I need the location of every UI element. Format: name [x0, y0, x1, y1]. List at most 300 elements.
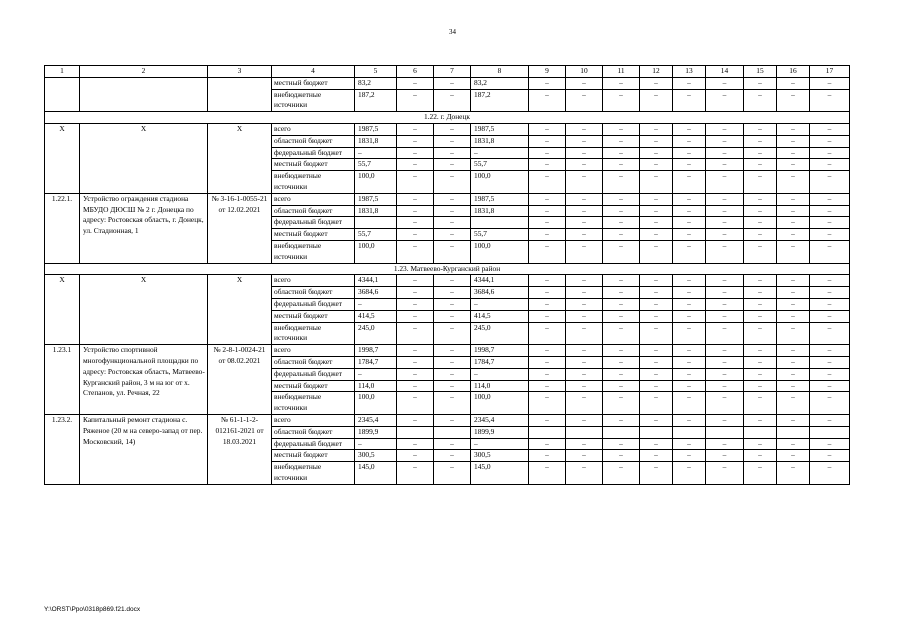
value-cell-col-7: – [434, 275, 471, 287]
column-number-11: 11 [603, 66, 640, 78]
value-cell-col-16: – [777, 229, 810, 241]
value-cell-col-10: – [566, 123, 603, 135]
value-cell-col-8: 100,0 [471, 392, 529, 415]
funding-source-label: местный бюджет [272, 77, 355, 89]
value-cell-col-11: – [603, 77, 640, 89]
value-cell-col-17: – [810, 205, 850, 217]
value-cell-col-5: 100,0 [355, 171, 397, 194]
funding-source-label: областной бюджет [272, 135, 355, 147]
table-row [45, 345, 850, 357]
value-cell-col-16: – [777, 450, 810, 462]
value-cell-col-8: 1831,8 [471, 135, 529, 147]
value-cell-col-16: – [777, 287, 810, 299]
value-cell-col-5: 1784,7 [355, 356, 397, 368]
value-cell-col-9: – [529, 450, 566, 462]
value-cell-col-10: – [566, 275, 603, 287]
value-cell-col-15: – [744, 77, 777, 89]
value-cell-col-7: – [434, 345, 471, 357]
value-cell-col-11: – [603, 392, 640, 415]
value-cell-col-14 [706, 426, 744, 438]
value-cell-col-13: – [673, 356, 706, 368]
footer-file-path: Y:\ORST\Ppo\0318p869.f21.docx [44, 606, 141, 613]
value-cell-col-7: – [434, 171, 471, 194]
cont-empty-cell [80, 77, 208, 111]
value-cell-col-11: – [603, 240, 640, 263]
value-cell-col-10: – [566, 392, 603, 415]
funding-source-label: федеральный бюджет [272, 368, 355, 380]
value-cell-col-9: – [529, 77, 566, 89]
value-cell-col-17: – [810, 159, 850, 171]
value-cell-col-17: – [810, 380, 850, 392]
value-cell-col-15: – [744, 450, 777, 462]
value-cell-col-5: – [355, 147, 397, 159]
value-cell-col-13: – [673, 298, 706, 310]
value-cell-col-13: – [673, 159, 706, 171]
value-cell-col-17: – [810, 229, 850, 241]
column-number-1: 1 [45, 66, 80, 78]
value-cell-col-16: – [777, 77, 810, 89]
value-cell-col-10: – [566, 438, 603, 450]
value-cell-col-5: 145,0 [355, 462, 397, 485]
value-cell-col-6 [397, 426, 434, 438]
value-cell-col-11: – [603, 89, 640, 112]
value-cell-col-9: – [529, 414, 566, 426]
value-cell-col-13: – [673, 205, 706, 217]
value-cell-col-6: – [397, 450, 434, 462]
value-cell-col-12: – [640, 229, 673, 241]
funding-source-label: всего [272, 275, 355, 287]
value-cell-col-9: – [529, 240, 566, 263]
value-cell-col-14: – [706, 298, 744, 310]
value-cell-col-7: – [434, 135, 471, 147]
value-cell-col-10: – [566, 240, 603, 263]
value-cell-col-12: – [640, 438, 673, 450]
column-number-15: 15 [744, 66, 777, 78]
value-cell-col-13: – [673, 414, 706, 426]
value-cell-col-14: – [706, 345, 744, 357]
funding-source-label: всего [272, 193, 355, 205]
funding-source-label: областной бюджет [272, 287, 355, 299]
value-cell-col-8: 1784,7 [471, 356, 529, 368]
value-cell-col-10: – [566, 147, 603, 159]
column-number-12: 12 [640, 66, 673, 78]
section-header-row [45, 112, 850, 124]
value-cell-col-5: 100,0 [355, 392, 397, 415]
value-cell-col-12: – [640, 240, 673, 263]
value-cell-col-12: – [640, 217, 673, 229]
value-cell-col-14: – [706, 310, 744, 322]
value-cell-col-13: – [673, 123, 706, 135]
value-cell-col-6: – [397, 240, 434, 263]
value-cell-col-10: – [566, 171, 603, 194]
value-cell-col-10: – [566, 450, 603, 462]
value-cell-col-5: 1987,5 [355, 193, 397, 205]
value-cell-col-6: – [397, 89, 434, 112]
item-number: 1.23.1 [45, 345, 80, 415]
funding-source-label: федеральный бюджет [272, 298, 355, 310]
funding-source-label: внебюджетные источники [272, 392, 355, 415]
value-cell-col-14: – [706, 77, 744, 89]
value-cell-col-8: 4344,1 [471, 275, 529, 287]
value-cell-col-7: – [434, 462, 471, 485]
value-cell-col-8: 2345,4 [471, 414, 529, 426]
value-cell-col-12: – [640, 380, 673, 392]
value-cell-col-11: – [603, 438, 640, 450]
value-cell-col-9: – [529, 275, 566, 287]
value-cell-col-17: – [810, 123, 850, 135]
value-cell-col-5: – [355, 438, 397, 450]
column-number-16: 16 [777, 66, 810, 78]
value-cell-col-13: – [673, 438, 706, 450]
value-cell-col-5: 1831,8 [355, 205, 397, 217]
value-cell-col-8: 55,7 [471, 159, 529, 171]
item-number: X [45, 123, 80, 193]
value-cell-col-10: – [566, 159, 603, 171]
value-cell-col-12: – [640, 89, 673, 112]
value-cell-col-9: – [529, 229, 566, 241]
value-cell-col-17: – [810, 356, 850, 368]
value-cell-col-17: – [810, 287, 850, 299]
value-cell-col-5: 300,5 [355, 450, 397, 462]
value-cell-col-9: – [529, 392, 566, 415]
value-cell-col-6: – [397, 217, 434, 229]
value-cell-col-11: – [603, 205, 640, 217]
value-cell-col-7: – [434, 147, 471, 159]
section-title: 1.23. Матвеево-Курганский район [45, 263, 850, 275]
value-cell-col-17: – [810, 147, 850, 159]
value-cell-col-10: – [566, 462, 603, 485]
value-cell-col-5: 1987,5 [355, 123, 397, 135]
value-cell-col-7 [434, 426, 471, 438]
value-cell-col-6: – [397, 322, 434, 345]
value-cell-col-12: – [640, 205, 673, 217]
value-cell-col-16: – [777, 159, 810, 171]
value-cell-col-14: – [706, 356, 744, 368]
column-number-6: 6 [397, 66, 434, 78]
value-cell-col-17: – [810, 240, 850, 263]
value-cell-col-9: – [529, 147, 566, 159]
value-cell-col-6: – [397, 345, 434, 357]
value-cell-col-7: – [434, 310, 471, 322]
value-cell-col-14: – [706, 368, 744, 380]
value-cell-col-9: – [529, 310, 566, 322]
value-cell-col-6: – [397, 310, 434, 322]
funding-source-label: федеральный бюджет [272, 217, 355, 229]
value-cell-col-14: – [706, 229, 744, 241]
value-cell-col-14: – [706, 322, 744, 345]
value-cell-col-5: 100,0 [355, 240, 397, 263]
value-cell-col-16: – [777, 345, 810, 357]
value-cell-col-16: – [777, 414, 810, 426]
value-cell-col-7: – [434, 322, 471, 345]
value-cell-col-12: – [640, 462, 673, 485]
value-cell-col-10: – [566, 135, 603, 147]
value-cell-col-8: 1899,9 [471, 426, 529, 438]
item-number: 1.23.2. [45, 414, 80, 484]
value-cell-col-12: – [640, 171, 673, 194]
value-cell-col-12: – [640, 123, 673, 135]
column-number-8: 8 [471, 66, 529, 78]
value-cell-col-13: – [673, 322, 706, 345]
value-cell-col-13: – [673, 147, 706, 159]
value-cell-col-10: – [566, 310, 603, 322]
value-cell-col-14: – [706, 171, 744, 194]
value-cell-col-6: – [397, 438, 434, 450]
value-cell-col-8: 55,7 [471, 229, 529, 241]
funding-source-label: внебюджетные источники [272, 322, 355, 345]
value-cell-col-14: – [706, 450, 744, 462]
item-number: X [45, 275, 80, 345]
value-cell-col-13: – [673, 135, 706, 147]
value-cell-col-10: – [566, 193, 603, 205]
value-cell-col-12: – [640, 450, 673, 462]
value-cell-col-11: – [603, 356, 640, 368]
value-cell-col-14: – [706, 147, 744, 159]
value-cell-col-11: – [603, 322, 640, 345]
value-cell-col-7: – [434, 217, 471, 229]
value-cell-col-13: – [673, 240, 706, 263]
value-cell-col-15: – [744, 380, 777, 392]
item-document: № 61-1-1-2-012161-2021 от 18.03.2021 [208, 414, 272, 484]
section-header-row [45, 263, 850, 275]
value-cell-col-5: 1831,8 [355, 135, 397, 147]
value-cell-col-6: – [397, 356, 434, 368]
value-cell-col-14: – [706, 275, 744, 287]
table-row [45, 77, 850, 89]
value-cell-col-7: – [434, 89, 471, 112]
value-cell-col-5: 4344,1 [355, 275, 397, 287]
value-cell-col-16: – [777, 322, 810, 345]
value-cell-col-13 [673, 426, 706, 438]
value-cell-col-10: – [566, 380, 603, 392]
value-cell-col-8: 114,0 [471, 380, 529, 392]
value-cell-col-17: – [810, 275, 850, 287]
value-cell-col-16: – [777, 240, 810, 263]
value-cell-col-16: – [777, 392, 810, 415]
value-cell-col-14: – [706, 414, 744, 426]
value-cell-col-16: – [777, 205, 810, 217]
funding-source-label: местный бюджет [272, 310, 355, 322]
value-cell-col-10: – [566, 89, 603, 112]
value-cell-col-13: – [673, 193, 706, 205]
value-cell-col-12: – [640, 322, 673, 345]
column-number-10: 10 [566, 66, 603, 78]
column-number-5: 5 [355, 66, 397, 78]
value-cell-col-16: – [777, 356, 810, 368]
value-cell-col-9: – [529, 159, 566, 171]
value-cell-col-6: – [397, 147, 434, 159]
value-cell-col-5: 114,0 [355, 380, 397, 392]
value-cell-col-10: – [566, 217, 603, 229]
value-cell-col-15: – [744, 322, 777, 345]
value-cell-col-16: – [777, 147, 810, 159]
value-cell-col-7: – [434, 123, 471, 135]
column-number-2: 2 [80, 66, 208, 78]
value-cell-col-15 [744, 426, 777, 438]
value-cell-col-11: – [603, 193, 640, 205]
value-cell-col-16: – [777, 89, 810, 112]
value-cell-col-11: – [603, 135, 640, 147]
value-cell-col-11: – [603, 414, 640, 426]
value-cell-col-12: – [640, 135, 673, 147]
funding-source-label: местный бюджет [272, 450, 355, 462]
section-title: 1.22. г. Донецк [45, 112, 850, 124]
value-cell-col-8: 1987,5 [471, 193, 529, 205]
value-cell-col-15: – [744, 205, 777, 217]
column-number-17: 17 [810, 66, 850, 78]
table-row [45, 193, 850, 205]
funding-source-label: областной бюджет [272, 426, 355, 438]
value-cell-col-11: – [603, 147, 640, 159]
value-cell-col-9: – [529, 438, 566, 450]
value-cell-col-9: – [529, 345, 566, 357]
value-cell-col-11: – [603, 310, 640, 322]
value-cell-col-7: – [434, 287, 471, 299]
value-cell-col-10: – [566, 298, 603, 310]
cont-empty-cell [45, 77, 80, 111]
item-document: X [208, 275, 272, 345]
value-cell-col-16: – [777, 462, 810, 485]
value-cell-col-15: – [744, 368, 777, 380]
item-name: X [80, 123, 208, 193]
value-cell-col-14: – [706, 392, 744, 415]
value-cell-col-17: – [810, 368, 850, 380]
value-cell-col-17: – [810, 171, 850, 194]
funding-source-label: областной бюджет [272, 205, 355, 217]
column-number-3: 3 [208, 66, 272, 78]
value-cell-col-8 [471, 217, 529, 229]
value-cell-col-7: – [434, 450, 471, 462]
value-cell-col-13: – [673, 345, 706, 357]
value-cell-col-11: – [603, 298, 640, 310]
value-cell-col-13: – [673, 462, 706, 485]
value-cell-col-13: – [673, 275, 706, 287]
value-cell-col-11: – [603, 462, 640, 485]
value-cell-col-6: – [397, 368, 434, 380]
value-cell-col-6: – [397, 298, 434, 310]
column-number-4: 4 [272, 66, 355, 78]
value-cell-col-17: – [810, 135, 850, 147]
value-cell-col-10: – [566, 345, 603, 357]
value-cell-col-9: – [529, 462, 566, 485]
value-cell-col-15: – [744, 89, 777, 112]
value-cell-col-10: – [566, 356, 603, 368]
value-cell-col-15: – [744, 462, 777, 485]
value-cell-col-11: – [603, 171, 640, 194]
value-cell-col-15: – [744, 217, 777, 229]
item-document: № 2-8-1-0024-21 от 08.02.2021 [208, 345, 272, 415]
value-cell-col-6: – [397, 462, 434, 485]
value-cell-col-5: 55,7 [355, 229, 397, 241]
value-cell-col-13: – [673, 368, 706, 380]
value-cell-col-14: – [706, 135, 744, 147]
value-cell-col-15: – [744, 123, 777, 135]
value-cell-col-8: – [471, 147, 529, 159]
value-cell-col-15: – [744, 298, 777, 310]
value-cell-col-7: – [434, 414, 471, 426]
value-cell-col-17 [810, 426, 850, 438]
value-cell-col-12: – [640, 345, 673, 357]
funding-source-label: местный бюджет [272, 159, 355, 171]
value-cell-col-12: – [640, 392, 673, 415]
value-cell-col-16: – [777, 135, 810, 147]
value-cell-col-13: – [673, 287, 706, 299]
value-cell-col-15: – [744, 135, 777, 147]
value-cell-col-15: – [744, 240, 777, 263]
value-cell-col-5: – [355, 368, 397, 380]
value-cell-col-11: – [603, 229, 640, 241]
funding-source-label: местный бюджет [272, 380, 355, 392]
value-cell-col-7: – [434, 298, 471, 310]
value-cell-col-5: 414,5 [355, 310, 397, 322]
value-cell-col-12: – [640, 287, 673, 299]
value-cell-col-5: 1899,9 [355, 426, 397, 438]
item-name: Устройство ограждения стадиона МБУДО ДЮСШ № 2 г. Донецка по адресу: Ростовская область, г. Донецк, ул. Стадионная, 1 [80, 193, 208, 263]
value-cell-col-8: 100,0 [471, 171, 529, 194]
value-cell-col-17: – [810, 462, 850, 485]
value-cell-col-11 [603, 426, 640, 438]
funding-source-label: всего [272, 414, 355, 426]
value-cell-col-14: – [706, 380, 744, 392]
value-cell-col-17: – [810, 89, 850, 112]
value-cell-col-11: – [603, 159, 640, 171]
value-cell-col-12: – [640, 77, 673, 89]
value-cell-col-6: – [397, 287, 434, 299]
value-cell-col-8: 1987,5 [471, 123, 529, 135]
value-cell-col-5: 1998,7 [355, 345, 397, 357]
funding-source-label: областной бюджет [272, 356, 355, 368]
value-cell-col-9 [529, 426, 566, 438]
value-cell-col-6: – [397, 123, 434, 135]
value-cell-col-7: – [434, 193, 471, 205]
funding-source-label: внебюджетные источники [272, 171, 355, 194]
column-number-14: 14 [706, 66, 744, 78]
value-cell-col-15: – [744, 193, 777, 205]
value-cell-col-6: – [397, 171, 434, 194]
table-row [45, 275, 850, 287]
value-cell-col-9: – [529, 89, 566, 112]
value-cell-col-9: – [529, 322, 566, 345]
value-cell-col-6: – [397, 392, 434, 415]
value-cell-col-13: – [673, 77, 706, 89]
value-cell-col-9: – [529, 356, 566, 368]
value-cell-col-7: – [434, 205, 471, 217]
table-body [45, 66, 850, 485]
value-cell-col-16: – [777, 310, 810, 322]
value-cell-col-11: – [603, 368, 640, 380]
value-cell-col-15: – [744, 287, 777, 299]
funding-source-label: местный бюджет [272, 229, 355, 241]
funding-source-label: федеральный бюджет [272, 147, 355, 159]
value-cell-col-10: – [566, 287, 603, 299]
value-cell-col-9: – [529, 171, 566, 194]
item-document: № 3-16-1-0055-21 от 12.02.2021 [208, 193, 272, 263]
column-number-13: 13 [673, 66, 706, 78]
value-cell-col-17: – [810, 298, 850, 310]
value-cell-col-7: – [434, 438, 471, 450]
value-cell-col-10: – [566, 205, 603, 217]
value-cell-col-15: – [744, 356, 777, 368]
value-cell-col-10: – [566, 368, 603, 380]
value-cell-col-15: – [744, 275, 777, 287]
value-cell-col-10: – [566, 322, 603, 345]
value-cell-col-12: – [640, 298, 673, 310]
value-cell-col-14: – [706, 462, 744, 485]
value-cell-col-15: – [744, 438, 777, 450]
value-cell-col-12: – [640, 414, 673, 426]
value-cell-col-17: – [810, 322, 850, 345]
value-cell-col-9: – [529, 135, 566, 147]
